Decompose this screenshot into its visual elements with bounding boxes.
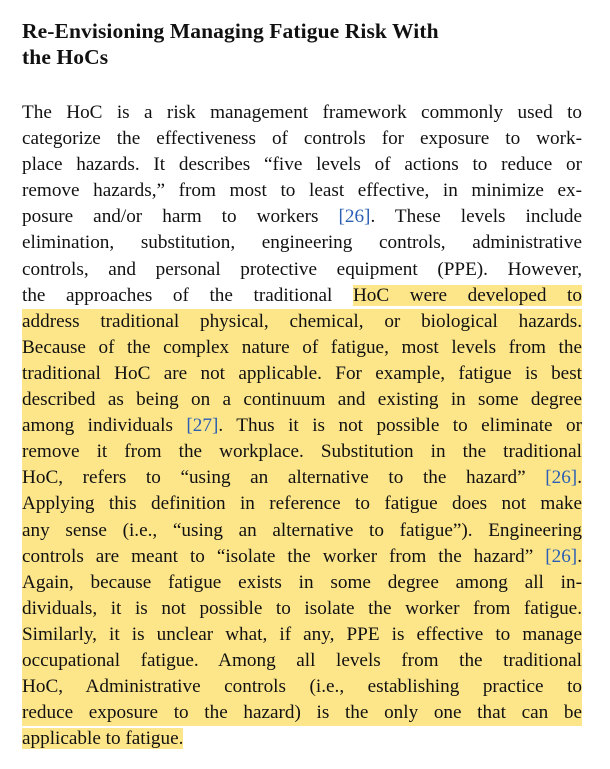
line-text: HoC, refers to “using an alternative to the hazard” [22,467,546,489]
section-title [22,18,582,70]
paragraph-line: categorize the effectiveness of controls for exposure to work- [22,128,582,150]
citation-link-26[interactable]: [26] [338,206,371,228]
highlighted-line: Applying this definition in reference to fatigue does not make [22,491,582,517]
line-text: controls are meant to “isolate the worker from the hazard” [22,545,546,567]
citation-link-26[interactable]: [26] [545,467,578,489]
paragraph-line: elimination, substitution, engineering controls, administrative [22,232,582,254]
highlighted-line: traditional HoC are not applicable. For example, fatigue is best [22,361,582,387]
highlighted-line: dividuals, it is not possible to isolate the worker from fatigue. [22,596,582,622]
citation-link-26[interactable]: [26] [545,545,578,567]
highlighted-text: applicable to fatigue. [22,728,184,750]
highlighted-line: occupational fatigue. Among all levels from the traditional [22,648,582,674]
body-paragraph [22,100,582,752]
paragraph-line: The HoC is a risk management framework commonly used to [22,102,582,123]
highlighted-line: Because of the complex nature of fatigue, most levels from the [22,335,582,361]
line-text: the approaches of the traditional [22,284,353,306]
line-text: . These levels include [370,206,583,228]
paragraph-line: place hazards. It describes “five levels of actions to reduce or [22,154,582,176]
highlighted-text: HoC were developed to [352,284,582,306]
section-title-line-2: the HoCs [22,45,109,69]
highlighted-line: address traditional physical, chemical, or biological hazards. [22,309,582,335]
line-text: . [577,467,582,489]
highlighted-line: Similarly, it is unclear what, if any, PPE is effective to manage [22,622,582,648]
line-text: . [577,545,582,567]
highlighted-line: Again, because fatigue exists in some degree among all in- [22,570,582,596]
paragraph-line: remove hazards,” from most to least effective, in minimize ex- [22,180,582,202]
highlighted-line [22,465,582,491]
paragraph-line [22,283,582,309]
highlighted-line: described as being on a continuum and existing in some degree [22,387,582,413]
citation-link-27[interactable]: [27] [186,415,219,437]
highlighted-line-last [22,726,582,752]
highlighted-line: HoC, Administrative controls (i.e., establishing practice to [22,674,582,700]
paragraph-line [22,204,582,230]
section-title-line-1: Re-Envisioning Managing Fatigue Risk With [22,19,439,43]
article-section [22,18,583,750]
paragraph-line: controls, and personal protective equipment (PPE). However, [22,258,582,280]
line-text: . Thus it is not possible to eliminate or [218,415,582,437]
highlighted-line: any sense (i.e., “using an alternative to fatigue”). Engineering [22,518,582,544]
line-text: posure and/or harm to workers [22,206,339,228]
line-text: among individuals [22,415,187,437]
highlighted-line [22,413,582,439]
highlighted-line: remove it from the workplace. Substitution in the traditional [22,439,582,465]
highlighted-line [22,544,582,570]
highlighted-line: reduce exposure to the hazard) is the only one that can be [22,700,582,726]
